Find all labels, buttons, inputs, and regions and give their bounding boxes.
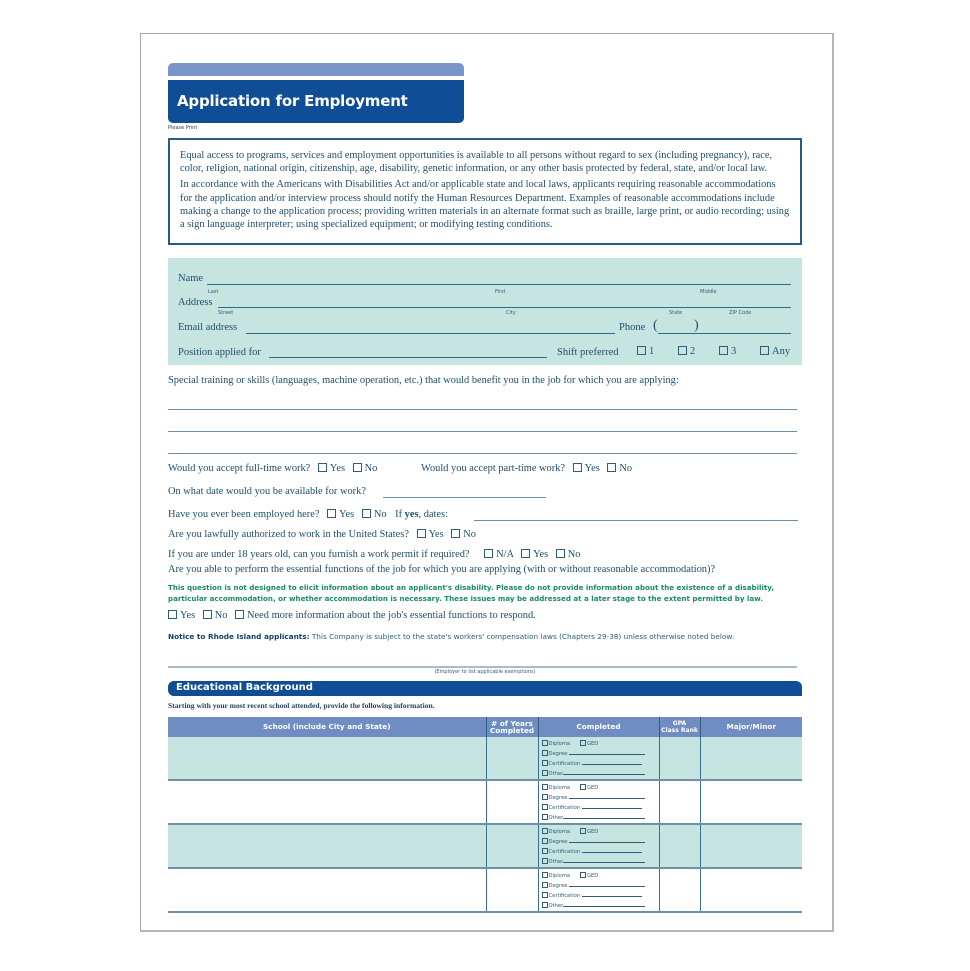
education-table: [168, 717, 802, 913]
employed-here-no-checkbox[interactable]: [362, 509, 371, 518]
special-training-line-3[interactable]: [168, 453, 797, 454]
completed-cell: Diploma GED Degree Certification Other: [538, 780, 659, 824]
degree-field[interactable]: [569, 793, 645, 799]
col-gpa: GPA Class Rank: [659, 717, 700, 737]
authorized-no-checkbox[interactable]: [451, 529, 460, 538]
address-city-caption: City: [506, 310, 516, 316]
education-table-header: [168, 717, 802, 737]
diploma-checkbox[interactable]: [542, 784, 548, 790]
other-field[interactable]: [563, 769, 645, 775]
full-time-no-checkbox[interactable]: [353, 463, 362, 472]
education-subtitle: Starting with your most recent school attended, provide the following information.: [168, 701, 435, 710]
authorized-question: Are you lawfully authorized to work in the United States? Yes No: [168, 529, 476, 540]
diploma-checkbox[interactable]: [542, 872, 548, 878]
rhode-island-notice: Notice to Rhode Island applicants: This Company is subject to the state's workers' compensation laws (Chapters 29-38) unless otherwise noted below:: [168, 632, 735, 641]
employed-dates-field[interactable]: [474, 520, 798, 521]
certification-checkbox[interactable]: [542, 848, 548, 854]
special-training-label: Special training or skills (languages, machine operation, etc.) that would benefit you in the job for which you are applying:: [168, 375, 679, 386]
diploma-checkbox[interactable]: [542, 828, 548, 834]
certification-field[interactable]: [582, 891, 642, 897]
other-checkbox[interactable]: [542, 902, 548, 908]
major-cell[interactable]: [700, 780, 802, 824]
available-date-label: On what date would you be available for work?: [168, 486, 366, 497]
checkbox[interactable]: [637, 346, 646, 355]
certification-field[interactable]: [582, 847, 642, 853]
col-completed: Completed: [538, 717, 659, 737]
part-time-yes-checkbox[interactable]: [573, 463, 582, 472]
employed-here-yes-checkbox[interactable]: [327, 509, 336, 518]
school-cell[interactable]: [168, 824, 486, 868]
shift-option-1[interactable]: 1: [637, 346, 654, 357]
major-cell[interactable]: [700, 824, 802, 868]
name-last-caption: Last: [208, 289, 219, 295]
position-label: Position applied for: [178, 347, 261, 358]
name-middle-caption: Middle: [700, 289, 717, 295]
degree-checkbox[interactable]: [542, 838, 548, 844]
gpa-cell[interactable]: [659, 737, 700, 780]
phone-area-close-paren: ): [694, 318, 699, 333]
degree-field[interactable]: [569, 881, 645, 887]
title-accent-bar: [168, 63, 464, 76]
school-cell[interactable]: [168, 868, 486, 912]
email-label: Email address: [178, 322, 238, 333]
name-first-caption: First: [495, 289, 506, 295]
essential-yes-checkbox[interactable]: [168, 610, 177, 619]
eeo-paragraph-2: In accordance with the Americans with Disabilities Act and/or applicable state and local laws, applicants requiring reasonable accommodations for the application and/or interview process should notify the Human Resources Department. Examples of reasonable accommodations include making a change to the application process; providing written materials in an alternate format such as braille, large print, or audio recording; using a sign language interpreter; using specialized equipment; or modifying testing conditions.: [180, 179, 790, 231]
under-18-yes-checkbox[interactable]: [521, 549, 530, 558]
gpa-cell[interactable]: [659, 824, 700, 868]
page-title: Application for Employment: [177, 92, 408, 110]
ged-checkbox[interactable]: [580, 740, 586, 746]
position-field[interactable]: [269, 357, 547, 358]
years-cell[interactable]: [486, 868, 538, 912]
certification-checkbox[interactable]: [542, 760, 548, 766]
degree-field[interactable]: [569, 837, 645, 843]
degree-checkbox[interactable]: [542, 750, 548, 756]
other-checkbox[interactable]: [542, 770, 548, 776]
school-cell[interactable]: [168, 780, 486, 824]
available-date-field[interactable]: [383, 497, 546, 498]
diploma-checkbox[interactable]: [542, 740, 548, 746]
under-18-na-checkbox[interactable]: [484, 549, 493, 558]
school-cell[interactable]: [168, 737, 486, 780]
table-row: [168, 868, 802, 912]
ged-checkbox[interactable]: [580, 828, 586, 834]
exemptions-caption: (Employer to list applicable exemptions): [434, 669, 536, 675]
major-cell[interactable]: [700, 868, 802, 912]
under-18-no-checkbox[interactable]: [556, 549, 565, 558]
applicant-info-section: [168, 258, 802, 365]
major-cell[interactable]: [700, 737, 802, 780]
disability-disclaimer: This question is not designed to elicit information about an applicant's disability. Please do not provide information about the existence of a disability, particular accommodation, or whether accommodation is necessary. These issues may be addressed at a later stage to the extent permitted by law.: [168, 583, 775, 603]
authorized-yes-checkbox[interactable]: [417, 529, 426, 538]
table-row: [168, 824, 802, 868]
education-title: Educational Background: [176, 682, 313, 693]
completed-cell: Diploma GED Degree Certification Other: [538, 868, 659, 912]
essential-functions-answers: Yes No Need more information about the job's essential functions to respond.: [168, 610, 536, 621]
degree-field[interactable]: [569, 749, 645, 755]
ged-checkbox[interactable]: [580, 784, 586, 790]
special-training-line-2[interactable]: [168, 431, 797, 432]
other-checkbox[interactable]: [542, 858, 548, 864]
certification-field[interactable]: [582, 759, 642, 765]
phone-label: Phone: [619, 322, 646, 333]
gpa-cell[interactable]: [659, 780, 700, 824]
degree-checkbox[interactable]: [542, 882, 548, 888]
shift-option-2[interactable]: 2: [678, 346, 695, 357]
table-row: [168, 780, 802, 824]
degree-checkbox[interactable]: [542, 794, 548, 800]
years-cell[interactable]: [486, 824, 538, 868]
checkbox[interactable]: [760, 346, 769, 355]
eeo-notice-box: [168, 138, 802, 245]
certification-checkbox[interactable]: [542, 804, 548, 810]
under-18-question: If you are under 18 years old, can you furnish a work permit if required? N/A Yes No: [168, 549, 581, 560]
please-print-note: Please Print: [168, 125, 198, 131]
shift-preferred-label: Shift preferred: [557, 347, 619, 358]
years-cell[interactable]: [486, 737, 538, 780]
checkbox[interactable]: [678, 346, 687, 355]
part-time-question: Would you accept part-time work? Yes No: [421, 463, 633, 474]
completed-cell: Diploma GED Degree Certification Other: [538, 737, 659, 780]
other-field[interactable]: [563, 901, 645, 907]
years-cell[interactable]: [486, 780, 538, 824]
col-major: Major/Minor: [700, 717, 802, 737]
certification-field[interactable]: [582, 803, 642, 809]
part-time-no-checkbox[interactable]: [607, 463, 616, 472]
shift-option-any[interactable]: Any: [760, 346, 790, 357]
gpa-cell[interactable]: [659, 868, 700, 912]
other-checkbox[interactable]: [542, 814, 548, 820]
phone-area-open-paren: (: [653, 318, 658, 333]
col-school: School (include City and State): [168, 717, 486, 737]
other-field[interactable]: [563, 813, 645, 819]
phone-field[interactable]: [658, 333, 791, 334]
ged-checkbox[interactable]: [580, 872, 586, 878]
email-field[interactable]: [246, 333, 615, 334]
employed-here-question: Have you ever been employed here? Yes No If yes, dates:: [168, 509, 448, 520]
address-field[interactable]: [218, 307, 791, 308]
shift-option-3[interactable]: 3: [719, 346, 736, 357]
exemptions-field[interactable]: [168, 666, 797, 668]
address-state-caption: State: [669, 310, 683, 316]
table-row: [168, 737, 802, 780]
name-field[interactable]: [207, 284, 791, 285]
special-training-line-1[interactable]: [168, 409, 797, 410]
essential-no-checkbox[interactable]: [203, 610, 212, 619]
other-field[interactable]: [563, 857, 645, 863]
full-time-yes-checkbox[interactable]: [318, 463, 327, 472]
completed-cell: Diploma GED Degree Certification Other: [538, 824, 659, 868]
essential-functions-question: Are you able to perform the essential functions of the job for which you are applying (with or without reasonable accommodation)?: [168, 564, 716, 575]
col-years: # of Years Completed: [486, 717, 538, 737]
certification-checkbox[interactable]: [542, 892, 548, 898]
name-label: Name: [178, 273, 204, 284]
checkbox[interactable]: [719, 346, 728, 355]
address-street-caption: Street: [218, 310, 234, 316]
address-label: Address: [178, 297, 213, 308]
essential-need-info-checkbox[interactable]: [235, 610, 244, 619]
full-time-question: Would you accept full-time work? Yes No: [168, 463, 378, 474]
address-zip-caption: ZIP Code: [729, 310, 752, 316]
eeo-paragraph-1: Equal access to programs, services and employment opportunities is available to all persons without regard to sex (including pregnancy), race, color, religion, national origin, citizenship, age, disability, genetic information, or any other basis protected by federal, state, and/or local law.: [180, 150, 773, 175]
